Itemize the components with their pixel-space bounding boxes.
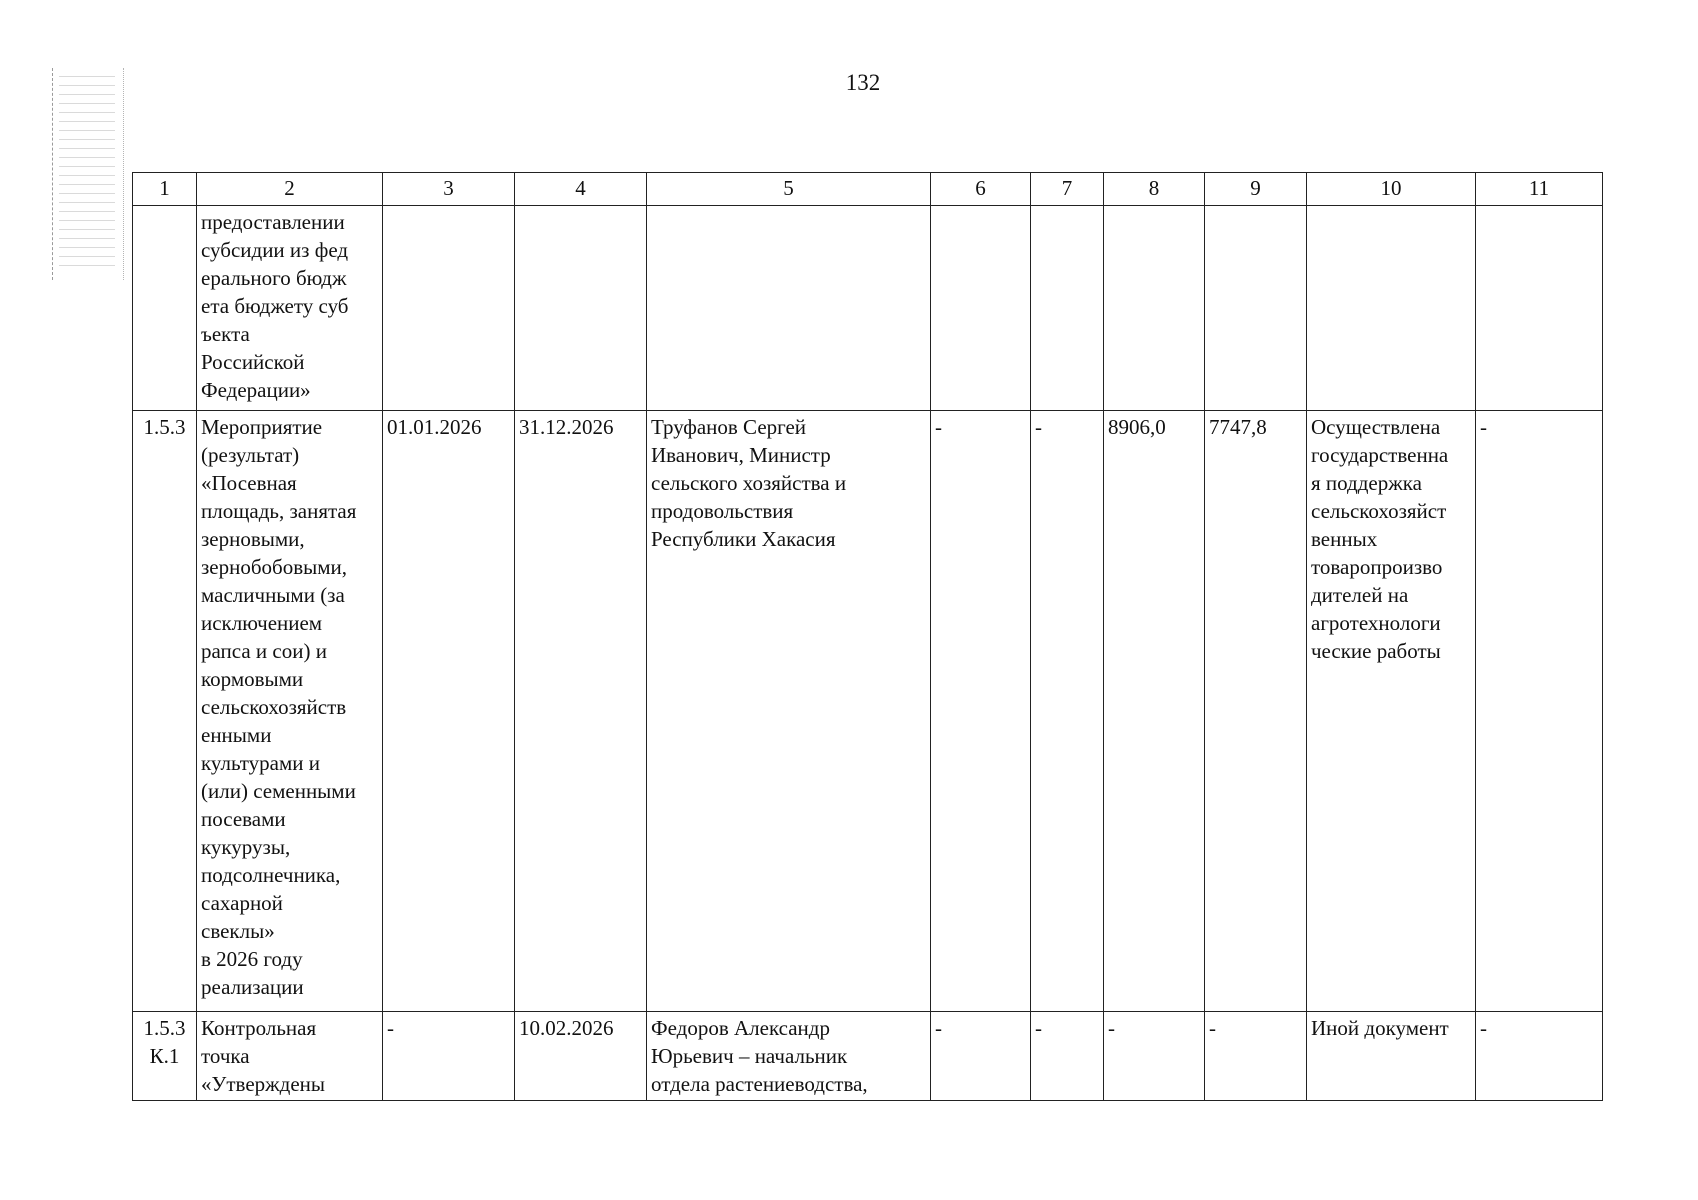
plan-table	[132, 172, 1603, 1101]
cell-col6: -	[931, 411, 1031, 1012]
table-row	[133, 1012, 1603, 1101]
cell-number	[133, 206, 197, 411]
col-header-10: 10	[1307, 173, 1476, 206]
cell-number: 1.5.3 К.1	[133, 1012, 197, 1101]
cell-name: предоставлении субсидии из фед ерального бюдж ета бюджету суб ъекта Российской Федерации»	[197, 206, 383, 411]
cell-responsible	[647, 206, 931, 411]
page-number: 132	[845, 70, 881, 95]
cell-col7: -	[1031, 1012, 1104, 1101]
cell-col8: -	[1104, 1012, 1205, 1101]
col-header-4: 4	[515, 173, 647, 206]
cell-col11: -	[1476, 1012, 1603, 1101]
col-header-8: 8	[1104, 173, 1205, 206]
cell-start-date: -	[383, 1012, 515, 1101]
cell-col9: 7747,8	[1205, 411, 1307, 1012]
cell-col11	[1476, 206, 1603, 411]
cell-col9	[1205, 206, 1307, 411]
cell-responsible: Труфанов Сергей Иванович, Министр сельского хозяйства и продовольствия Республики Хакасия	[647, 411, 931, 1012]
cell-col8: 8906,0	[1104, 411, 1205, 1012]
cell-start-date: 01.01.2026	[383, 411, 515, 1012]
cell-result: Иной документ	[1307, 1012, 1476, 1101]
cell-col9: -	[1205, 1012, 1307, 1101]
cell-responsible: Федоров Александр Юрьевич – начальник отдела растениеводства,	[647, 1012, 931, 1101]
col-header-11: 11	[1476, 173, 1603, 206]
cell-col7: -	[1031, 411, 1104, 1012]
col-header-1: 1	[133, 173, 197, 206]
col-header-7: 7	[1031, 173, 1104, 206]
cell-result	[1307, 206, 1476, 411]
cell-col8	[1104, 206, 1205, 411]
table-row	[133, 206, 1603, 411]
col-header-5: 5	[647, 173, 931, 206]
col-header-3: 3	[383, 173, 515, 206]
cell-col6	[931, 206, 1031, 411]
cell-end-date	[515, 206, 647, 411]
cell-col11: -	[1476, 411, 1603, 1012]
col-header-2: 2	[197, 173, 383, 206]
cell-number: 1.5.3	[133, 411, 197, 1012]
cell-end-date: 31.12.2026	[515, 411, 647, 1012]
cell-col6: -	[931, 1012, 1031, 1101]
table-row	[133, 411, 1603, 1012]
col-header-6: 6	[931, 173, 1031, 206]
cell-start-date	[383, 206, 515, 411]
cell-name: Контрольная точка «Утверждены	[197, 1012, 383, 1101]
cell-result: Осуществлена государственна я поддержка сельскохозяйст венных товаропроизво дителей на агротехнологи ческие работы	[1307, 411, 1476, 1012]
col-header-9: 9	[1205, 173, 1307, 206]
cell-end-date: 10.02.2026	[515, 1012, 647, 1101]
table-header-row	[133, 173, 1603, 206]
scan-artifact-stamp	[52, 68, 124, 280]
cell-col7	[1031, 206, 1104, 411]
cell-name: Мероприятие (результат) «Посевная площадь, занятая зерновыми, зернобобовыми, масличными (за исключением рапса и сои) и кормовыми сельскохозяйств енными культурами и (или) семенными посевами кукурузы, подсолнечника, сахарной свеклы» в 2026 году реализации	[197, 411, 383, 1012]
